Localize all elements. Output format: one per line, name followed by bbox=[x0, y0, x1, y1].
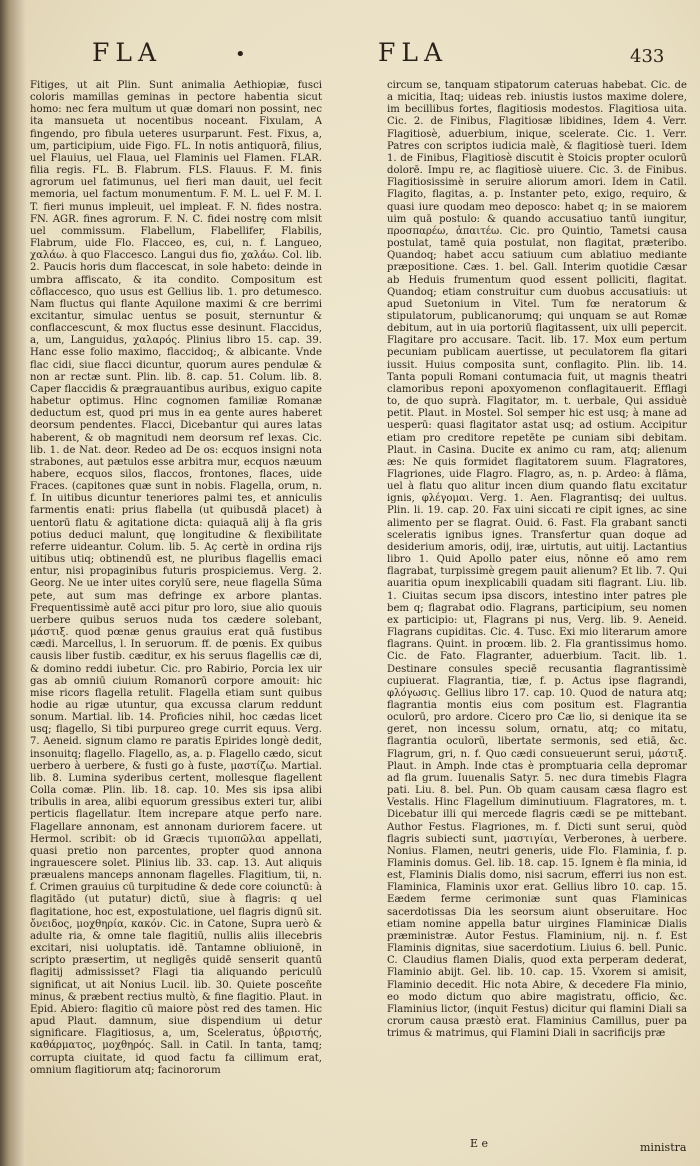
page-gutter-shadow bbox=[0, 0, 26, 1166]
catchword: ministra bbox=[640, 1141, 687, 1154]
signature-mark: E e bbox=[470, 1137, 489, 1150]
left-column-text: Fitiges, ut ait Plin. Sunt animalia Aethiopiæ, fusci coloris mamillas geminas in pectore habentia sicut homo: nec fera multum ut quæ domari non possint, nec ita mansueta ut nocentibus noceant. Fixulam, A fingendo, pro fibula ueteres usurparunt. Fest. Fixus, a, um, participium, uide Figo. FL. In notis antiquorā, filius, uel Flauius, uel Flaua, uel Flaminis uel Flamen. FLAR. filia regis. FL. B. Flabrum. FLS. Flauus. F. M. finis agrorum uel fatimunus, uel fieri man dauit, uel fecit memoria, uel factum monumentum. F. M. L. uel F. M. I. T. fieri munus impleuit, uel impleat. F. N. fides nostra. FN. AGR. fines agrorum. F. N. C. fidei nostrę com mlsit uel commissum. Flabellum, Flabellifer, Flabilis, Flabrum, uide Flo. Flacceo, es, cui, n. f. Langueo, χαλάω. à quo Flaccesco. Langui dus fio, χαλάω. Col. lib. 2. Paucis horis dum flaccescat, in sole habeto: deinde in umbra affiscato, & ita condito. Compositum est cōflaccesco, quo usus est Gellius lib. 1. pro detumesco. Nam fluctus qui flante Aquilone maximi & cre berrimi excitantur, simulac uentus se posuit, sternuntur & conflaccescunt, & mox fluctus esse desinunt. Flaccidus, a, um, Languidus, χαλαρός. Plinius libro 15. cap. 39. Hanc esse folio maximo, flaccidoq;, & albicante. Vnde flac cidi, siue flacci dicuntur, quorum aures pendulæ & non ar rectæ sunt. Plin. lib. 8. cap. 51. Colum. lib. 8. Caper flaccidis & prægrauantibus auribus, exiguo capite habetur optimus. Hinc cognomen familiæ Romanæ deductum est, quod pri mus in ea gente aures haberet deorsum pendentes. Flacci, Dicebantur qui aures latas haberent, & ob magnitudi nem deorsum ref lexas. Cic. lib. 1. de Nat. deor. Redeo ad De os: ecquos insigni nota strabones, aut pætulos esse arbitra mur, ecquos næuum habere, ecquos silos, flaccos, frontones, flaces, uide Fraces. (capitones quæ sunt in nobis. Flagella, orum, n. f. In uitibus dicuntur teneriores palmi tes, et anniculis farmentis enati: prius flabella (ut quibusdā placet) à uentorū flatu & agitatione dicta: quiaquā alij à fla gris potius deduci malunt, quę longitudine & flexibilitate referre uideantur. Colum. lib. 5. Aç certè in ordina rijs uitibus utiq; obtinendū est, ne pluribus flagellis emaci entur, nisi propaginibus futuris prospiciemus. Verg. 2. Georg. Ne ue inter uites corylū sere, neue flagella Sūma pete, aut sum mas defringe ex arbore plantas. Frequentissimè autē acci pitur pro loro, siue alio quouis uerbere quibus seruos nuda tos cædere solebant, μάστιξ. quod pœnæ genus grauius erat quā fustibus cædi. Marcellus, l. In seruorum. ff. de pœnis. Ex quibus causis liber fustib. cæditur, ex his seruus flagellis cæ di, & domino reddi iubetur. Cic. pro Rabirio, Porcia lex uir gas ab omniū ciuium Romanorū corpore amouit: hic mise ricors flagella retulit. Flagella etiam sunt quibus hodie au rigæ utuntur, qua excussa clarum reddunt sonum. Martial. lib. 14. Proficies nihil, hoc cædas licet usq; flagello, Si tibi purpureo grege currit equus. Verg. 7. Aeneid. signum clamo re paratis Epirides longè dedit, insonuitq; flagello. Flagello, as, a. p. Flagello cædo, sicut uerbero à uerbere, & fusti go à fuste, μαστίζω. Martial. lib. 8. Lumina syderibus certent, mollesque flagellent Colla comæ. Plin. lib. 18. cap. 10. Mes sis ipsa alibi tribulis in area, alibi equorum gressibus exteri tur, alibi perticis flagellatur. Item increpare atque perfo nare. Flagellare annonam, est annonam duriorem facere. ut Hermol. scribit: ob id Græcis τιμιοπῶλαι appellati, quasi pretio non parcentes, propter quod annona ingrauescere solet. Plinius lib. 33. cap. 13. Aut aliquis præualens manceps annonam flagelles. Flagitium, tii, n. f. Crimen grauius cū turpitudine & dede core coiunctū: à flagitādo (ut putatur) dictū, siue à flagris: q uel flagitatione, hoc est, expostulatione, uel flagris dignū sit. ὄνειδος, μοχθηρία, κακόν. Cic. in Catone, Supra uerò & adulte ria, & omne tale flagitiū, nullis aliis illecebris excitari, nisi uoluptatis. idē. Tantamne obliuionē, in scripto præsertim, ut negligēs quidē senserit quantū flagitij admississet? Flagi tia aliquando periculū significat, ut ait Nonius Lucil. lib. 30. Quiete posceñte minus, & præbent rectius multò, & fine flagitio. Plaut. in Epid. Abiero: flagitio cū maiore pòst red des tamen. Hic apud Plaut. damnum, siue dispendium ui detur significare. Flagitiosus, a, um, Sceleratus, ὑβριστής, καθάρματος, μοχθηρός. Sall. in Catil. In tanta, tamq; corrupta ciuitate, id quod factu fa cillimum erat, omnium flagitiorum atq; facinororum bbox=[30, 80, 322, 1076]
right-column-text: circum se, tanquam stipatorum cateruas habebat. Cic. de a micitia, Itaq; uideas reb. iniustis iustos maxime dolere, im becillibus fortes, flagitiosis modestos. Flagitiosa uita. Cic. 2. de Finibus, Flagitiosæ libidines, Idem 4. Verr. Flagitiosè, aduerbium, inique, scelerate. Cic. 1. Verr. Patres con scriptos iudicia malè, & flagitiosè tueri. Idem 1. de Finibus, Flagitiosè discutit è Stoicis propter oculorū dolorē. Impu re, ac flagitiosè uiuere. Cic. 3. de Finibus. Flagitiosissimè in seruire aliorum amori. Idem in Catil. Flagito, flagitas, a. p. Instanter peto, exigo, requiro, & quasi iure quodam meo deposco: habet q; in se maiorem uim quā postulo: & quando accusatiuo tantū iungitur, προσπαρέω, ἀπαιτέω. Cic. pro Quintio, Tametsi causa postulat, tamē quia postulat, non flagitat, præteribo. Quandoq; habet accu satiuum cum ablatiuo mediante præpositione. Cæs. 1. bel. Gall. Interim quotidie Cæsar ab Heduis frumentum quod essent polliciti, flagitat. Quandoq; etiam construitur cum duobus accusatiuis: ut apud Suetonium in Vitel. Tum fœ neratorum & stipulatorum, publicanorumq; qui unquam se aut Romæ debitum, aut in uia portoriū flagitassent, uix ulli pepercit. Flagitare pro accusare. Tacit. lib. 17. Mox eum pertum pecuniam publicam auertisse, ut peculatorem fla gitari iussit. Huius composita sunt, conflagito. Plin. lib. 14. Tanta populi Romani contumacia fuit, ut magnis theatri clamoribus reponi apoxyomenon conflagitauerit. Efflagi to, de quo suprà. Flagitator, m. t. uerbale, Qui assiduè petit. Plaut. in Mostel. Sol semper hic est usq; à mane ad uesperū: quasi flagitator astat usq; ad ostium. Accipitur etiam pro creditore repetēte pe cuniam sibi debitam. Plaut. in Casina. Ducite ex animo cu ram, atq; alienum æs: Ne quis formidet flagitatorem suum. Flagratores, Flagriones, uide Flagro. Flagro, as, n. p. Ardeo: à flāma, uel à flatu quo alitur incen dium quando flatu excitatur ignis, φλέγομαι. Verg. 1. Aen. Flagrantisq; dei uultus. Plin. li. 19. cap. 20. Fax uini siccati re cipit ignes, ac sine alimento per se flagrat. Ouid. 6. Fast. Fla grabant sancti sceleratis ignibus ignes. Transfertur quan doque ad desiderium amoris, odij, iræ, uirtutis, aut uitij. Lactantius libro 1. Quid Apollo pater eius, nōnne eō amo rem flagrabat, turpissimè gregem pauit alienum? Et lib. 7. Qui auaritia opum inexplicabili quadam siti flagrant. Liu. lib. 1. Ciuitas secum ipsa discors, intestino inter patres ple bem q; flagrabat odio. Flagrans, participium, seu nomen ex participio: ut, Flagrans pi nus, Verg. lib. 9. Aeneid. Flagrans cupiditas. Cic. 4. Tusc. Exi mio literarum amore flagrans. Quint. in proœm. lib. 2. Fla grantissimus homo. Cic. de Fato. Flagranter, aduerbium. Tacit. lib. 1. Destinare consules speciē recusantia flagrantissimè cupiuerat. Flagrantia, tiæ, f. p. Actus ipse flagrandi, φλόγωσις. Gellius libro 17. cap. 10. Quod de natura atq; flagrantia montis eius com positum est. Flagrantia oculorū, pro ardore. Cicero pro Cæ lio, si denique ita se geret, non incessu solum, ornatu, atq; co mitatu, flagrantia oculorū, libertate sermonis, sed etiā, &c. Flagrum, gri, n. f. Quo cædi consueuerunt serui, μάστιξ. Plaut. in Amph. Inde ctas è promptuaria cella depromar ad fla grum. Iuuenalis Satyr. 5. nec dura timebis Flagra pati. Liu. 8. bel. Pun. Ob quam causam cæsa flagro est Vestalis. Hinc Flagellum diminutiuum. Flagratores, m. t. Dicebatur illi qui mercede flagris cædi se pe mittebant. Author Festus. Flagriones, m. f. Dicti sunt serui, quòd flagris subiecti sunt, μαστιγίαι, Verberones, à uerbere. Nonius. Flamen, neutri generis, uide Flo. Flaminia, f. p. Flaminis domus. Gel. lib. 18. cap. 15. Ignem è fla minia, id est, Flaminis Dialis domo, nisi sacrum, efferri ius non est. Flaminica, Flaminis uxor erat. Gellius libro 10. cap. 15. Eædem ferme cerimoniæ sunt quas Flaminicas sacerdotissas Dia les seorsum aiunt obseruitare. Hoc etiam nomine appella batur uirgines Flaminicæ Dialis præministræ. Autor Festus. Flaminium, nij. n. f. Est Flaminis dignitas, siue sacerdotium. Liuius 6. bell. Punic. C. Claudius flamen Dialis, quod exta perperam dederat, Flaminio abijt. Gel. lib. 10. cap. 15. Vxorem si amisit, Flaminio decedit. Hic nota Abire, & decedere Fla minio, eo modo dictum quo abire magistratu, officio, &c. Flaminius lictor, (inquit Festus) dicitur qui flamini Diali sa crorum causa præstò erat. Flaminius Camillus, puer pa trimus & matrimus, qui Flamini Diali in sacrificijs præ bbox=[387, 80, 687, 1040]
page-number: 433 bbox=[630, 46, 665, 67]
page-footer bbox=[0, 1137, 700, 1157]
header-dot: • bbox=[235, 44, 246, 65]
running-header bbox=[0, 36, 700, 76]
right-column bbox=[387, 80, 687, 1166]
left-column bbox=[30, 80, 322, 1166]
header-left-word: FLA bbox=[92, 38, 163, 67]
header-right-word: FLA bbox=[378, 38, 449, 67]
